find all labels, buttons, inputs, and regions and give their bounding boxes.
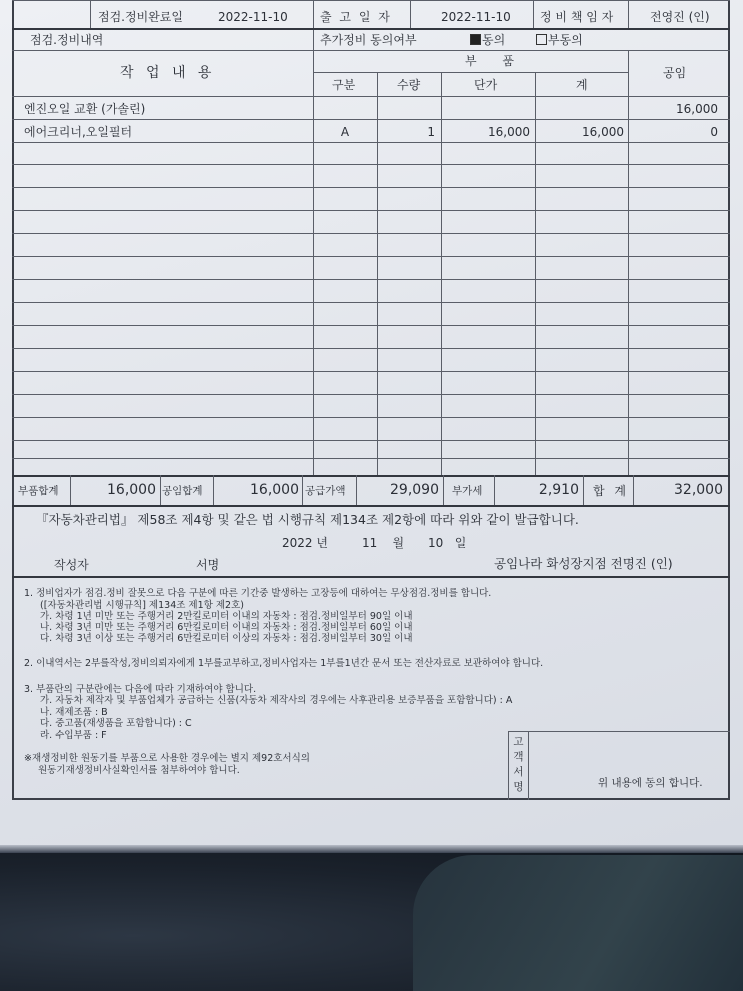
note-1-reference: ([자동차관리법 시행규칙] 제134조 제1항 제2호) bbox=[40, 600, 244, 611]
labor-total-value: 16,000 bbox=[250, 482, 299, 498]
rule bbox=[12, 256, 730, 257]
rule bbox=[12, 119, 730, 120]
table-row-total: 16,000 bbox=[582, 125, 624, 139]
issue-year: 2022 년 bbox=[282, 536, 328, 550]
rule bbox=[313, 0, 314, 50]
rule bbox=[494, 475, 495, 505]
rule bbox=[12, 302, 730, 303]
note-2: 2. 이내역서는 2부를작성,정비의뢰자에게 1부를교부하고,정비사업자는 1부를1년간 문서 또는 전산자료로 보관하여야 합니다. bbox=[24, 658, 544, 669]
work-column-header: 작 업 내 용 bbox=[120, 65, 212, 81]
total-column-header: 계 bbox=[576, 78, 588, 92]
rule bbox=[313, 50, 314, 475]
note-3: 3. 부품란의 구분란에는 다음에 따라 기재하여야 합니다. bbox=[24, 684, 257, 695]
rule bbox=[12, 348, 730, 349]
note-3-b: 나. 재제조품 : B bbox=[40, 707, 108, 718]
table-row-labor: 0 bbox=[710, 125, 718, 139]
empty-box-icon bbox=[536, 34, 547, 45]
vat-label: 부가세 bbox=[452, 485, 483, 497]
table-row-qty: 1 bbox=[427, 125, 435, 139]
background-seat bbox=[413, 855, 743, 991]
manager-label: 정 비 책 임 자 bbox=[540, 10, 614, 24]
rule bbox=[356, 475, 357, 505]
rule bbox=[12, 187, 730, 188]
rule bbox=[12, 164, 730, 165]
rule bbox=[12, 279, 730, 280]
table-row-labor: 16,000 bbox=[676, 102, 718, 116]
rule bbox=[443, 475, 444, 505]
note-1: 1. 정비업자가 점검.정비 잘못으로 다음 구분에 따른 기간중 발생하는 고장등에 대하여는 무상점검.정비를 합니다. bbox=[24, 588, 492, 599]
rule bbox=[12, 50, 730, 51]
law-statement: 『자동차관리법』 제58조 제4항 및 같은 법 시행규칙 제134조 제2항에 따라 위와 같이 발급합니다. bbox=[36, 512, 579, 527]
rule bbox=[410, 0, 411, 28]
sign-label: 서명 bbox=[196, 558, 220, 572]
grand-total-label: 합 계 bbox=[593, 484, 626, 498]
rule bbox=[90, 0, 91, 28]
rule bbox=[528, 731, 529, 800]
paper-edge bbox=[0, 845, 743, 853]
parts-total-label: 부품합계 bbox=[18, 485, 59, 497]
issue-day: 10 일 bbox=[428, 536, 467, 550]
table-row-work: 에어크리너,오일필터 bbox=[24, 125, 133, 139]
note-3-a: 가. 자동차 제작자 및 부품업체가 공급하는 신품(자동차 제작사의 경우에는 사후관리용 보증부품을 포함합니다) : A bbox=[40, 695, 513, 706]
unit-price-column-header: 단가 bbox=[474, 78, 498, 92]
complete-date-value: 2022-11-10 bbox=[218, 10, 288, 24]
consent-yes-option[interactable]: 동의 bbox=[470, 33, 505, 47]
rule bbox=[583, 475, 584, 505]
rule bbox=[160, 475, 161, 505]
rule bbox=[70, 475, 71, 505]
rule bbox=[12, 28, 730, 30]
sign-box-char: 객 bbox=[513, 751, 524, 763]
rule bbox=[313, 72, 628, 73]
parts-column-header: 부 품 bbox=[465, 54, 514, 68]
rule bbox=[12, 233, 730, 234]
table-row-unit-price: 16,000 bbox=[488, 125, 530, 139]
table-row-type: A bbox=[340, 125, 350, 139]
note-1-c: 다. 차령 3년 이상 또는 주행거리 6만킬로미터 이상의 자동차 : 점검.정비일부터 30일 이내 bbox=[40, 633, 413, 644]
consent-label: 추가정비 동의여부 bbox=[320, 33, 417, 47]
rule bbox=[12, 96, 730, 97]
release-date-value: 2022-11-10 bbox=[441, 10, 511, 24]
note-4-line1: ※재생정비한 원동기를 부품으로 사용한 경우에는 별지 제92호서식의 bbox=[24, 753, 310, 764]
complete-date-label: 점검.정비완료일 bbox=[98, 10, 183, 24]
checked-box-icon bbox=[470, 34, 481, 45]
supply-value-label: 공급가액 bbox=[305, 485, 346, 497]
grand-total-value: 32,000 bbox=[674, 482, 723, 498]
rule bbox=[628, 50, 629, 475]
sign-box-char: 명 bbox=[513, 781, 524, 793]
rule bbox=[12, 458, 730, 459]
rule bbox=[12, 394, 730, 395]
sign-box-char: 서 bbox=[513, 766, 524, 778]
sign-box-char: 고 bbox=[513, 736, 524, 748]
author-label: 작성자 bbox=[54, 558, 89, 572]
rule bbox=[12, 440, 730, 441]
labor-column-header: 공임 bbox=[663, 66, 687, 80]
rule bbox=[12, 576, 730, 578]
rule bbox=[12, 210, 730, 211]
rule bbox=[628, 0, 629, 28]
note-4-line2: 원동기재생정비사실확인서를 첨부하여야 합니다. bbox=[38, 765, 240, 776]
rule bbox=[12, 0, 730, 1]
supply-value: 29,090 bbox=[390, 482, 439, 498]
parts-total-value: 16,000 bbox=[107, 482, 156, 498]
type-column-header: 구분 bbox=[332, 78, 356, 92]
qty-column-header: 수량 bbox=[397, 78, 421, 92]
note-3-c: 다. 중고품(재생품을 포함합니다) : C bbox=[40, 718, 192, 729]
rule bbox=[633, 475, 634, 505]
release-date-label: 출 고 일 자 bbox=[320, 10, 390, 24]
rule bbox=[12, 417, 730, 418]
rule bbox=[12, 475, 730, 477]
labor-total-label: 공임합계 bbox=[162, 485, 203, 497]
rule bbox=[12, 371, 730, 372]
document-frame bbox=[12, 0, 730, 800]
customer-agreement: 위 내용에 동의 합니다. bbox=[598, 777, 703, 789]
note-1-b: 나. 차령 3년 미만 또는 주행거리 6만킬로미터 이내의 자동차 : 점검.정비일부터 60일 이내 bbox=[40, 622, 413, 633]
rule bbox=[533, 0, 534, 28]
rule bbox=[213, 475, 214, 505]
rule bbox=[12, 142, 730, 143]
details-label: 점검.정비내역 bbox=[30, 33, 104, 47]
vat-value: 2,910 bbox=[538, 482, 579, 498]
rule bbox=[302, 475, 303, 505]
table-row-work: 엔진오일 교환 (가솔린) bbox=[24, 102, 146, 116]
consent-no-option[interactable]: 부동의 bbox=[536, 33, 583, 47]
rule bbox=[508, 731, 730, 732]
note-1-a: 가. 차령 1년 미만 또는 주행거리 2만킬로미터 이내의 자동차 : 점검.정비일부터 90일 이내 bbox=[40, 611, 413, 622]
issue-month: 11 월 bbox=[362, 536, 405, 550]
rule bbox=[12, 325, 730, 326]
note-3-d: 라. 수입부품 : F bbox=[40, 730, 107, 741]
manager-name: 전영진 (인) bbox=[650, 10, 710, 24]
rule bbox=[12, 505, 730, 507]
issuer-shop: 공임나라 화성장지점 전명진 (인) bbox=[494, 556, 673, 571]
